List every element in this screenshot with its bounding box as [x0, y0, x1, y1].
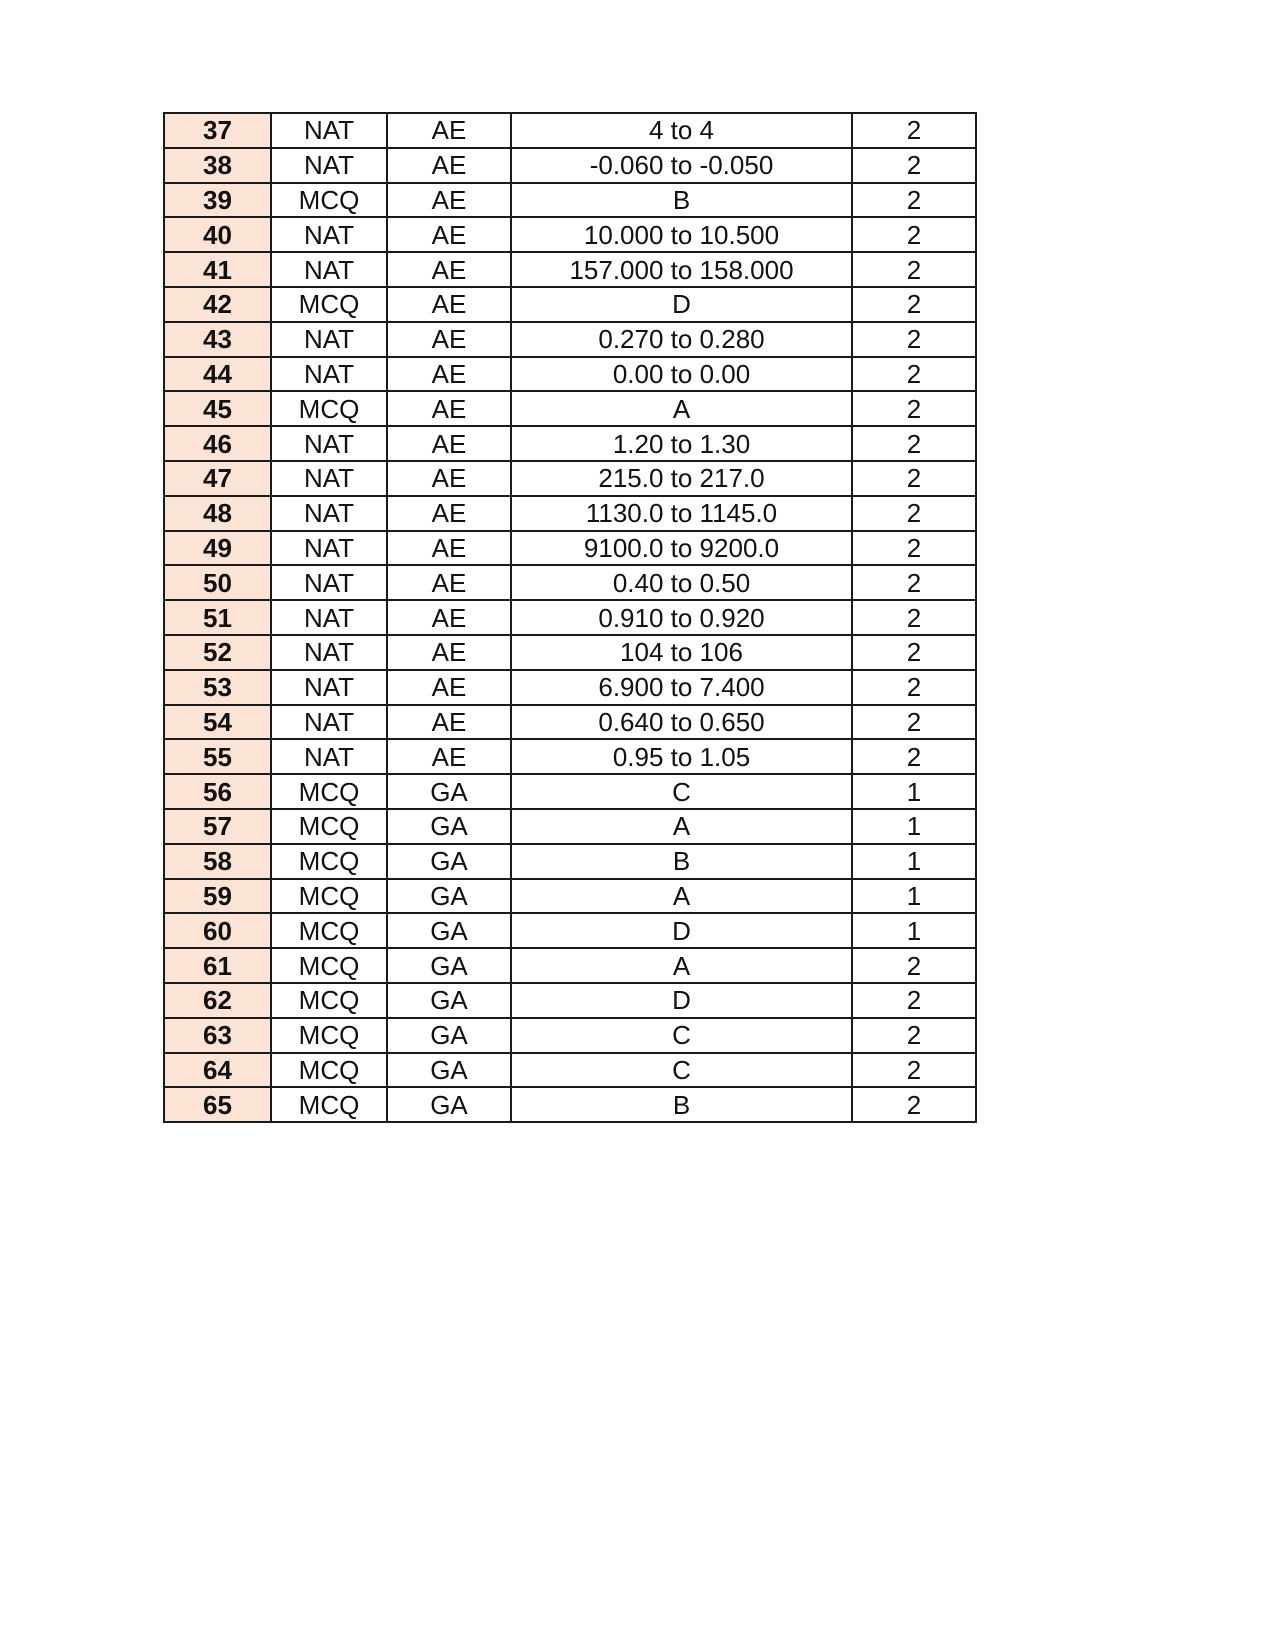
table-row: [164, 739, 976, 774]
question-type-cell: MCQ: [271, 983, 387, 1018]
answer-key-cell: 0.00 to 0.00: [511, 357, 852, 392]
section-cell: GA: [387, 1087, 511, 1122]
question-number-cell: 44: [164, 357, 271, 392]
marks-cell: 2: [852, 357, 976, 392]
marks-cell: 2: [852, 565, 976, 600]
question-number-cell: 42: [164, 287, 271, 322]
answer-key-cell: B: [511, 183, 852, 218]
question-number-cell: 45: [164, 391, 271, 426]
answer-key-body: [164, 113, 976, 1122]
section-cell: AE: [387, 531, 511, 566]
question-type-cell: NAT: [271, 252, 387, 287]
section-cell: AE: [387, 183, 511, 218]
question-type-cell: MCQ: [271, 1087, 387, 1122]
answer-key-cell: C: [511, 1053, 852, 1088]
question-number-cell: 49: [164, 531, 271, 566]
question-number-cell: 41: [164, 252, 271, 287]
marks-cell: 2: [852, 948, 976, 983]
question-type-cell: MCQ: [271, 1018, 387, 1053]
question-number-cell: 55: [164, 739, 271, 774]
answer-key-cell: 10.000 to 10.500: [511, 217, 852, 252]
section-cell: AE: [387, 670, 511, 705]
section-cell: AE: [387, 461, 511, 496]
question-type-cell: MCQ: [271, 287, 387, 322]
question-number-cell: 56: [164, 774, 271, 809]
table-row: [164, 879, 976, 914]
table-row: [164, 948, 976, 983]
answer-key-cell: 1130.0 to 1145.0: [511, 496, 852, 531]
table-row: [164, 913, 976, 948]
section-cell: GA: [387, 983, 511, 1018]
question-type-cell: NAT: [271, 426, 387, 461]
answer-key-cell: D: [511, 287, 852, 322]
section-cell: GA: [387, 844, 511, 879]
table-row: [164, 357, 976, 392]
question-type-cell: NAT: [271, 461, 387, 496]
section-cell: AE: [387, 635, 511, 670]
table-row: [164, 391, 976, 426]
section-cell: GA: [387, 1018, 511, 1053]
section-cell: GA: [387, 948, 511, 983]
section-cell: GA: [387, 913, 511, 948]
section-cell: AE: [387, 148, 511, 183]
question-type-cell: NAT: [271, 113, 387, 148]
question-number-cell: 54: [164, 705, 271, 740]
question-type-cell: NAT: [271, 739, 387, 774]
question-number-cell: 39: [164, 183, 271, 218]
question-type-cell: NAT: [271, 705, 387, 740]
answer-key-cell: 0.270 to 0.280: [511, 322, 852, 357]
table-row: [164, 600, 976, 635]
question-type-cell: NAT: [271, 600, 387, 635]
section-cell: AE: [387, 287, 511, 322]
table-row: [164, 426, 976, 461]
question-type-cell: NAT: [271, 635, 387, 670]
answer-key-cell: 0.95 to 1.05: [511, 739, 852, 774]
answer-key-cell: A: [511, 391, 852, 426]
marks-cell: 2: [852, 1087, 976, 1122]
marks-cell: 2: [852, 426, 976, 461]
table-row: [164, 705, 976, 740]
answer-key-cell: A: [511, 809, 852, 844]
marks-cell: 2: [852, 705, 976, 740]
question-number-cell: 60: [164, 913, 271, 948]
marks-cell: 1: [852, 913, 976, 948]
answer-key-table: [163, 112, 977, 1123]
question-type-cell: MCQ: [271, 948, 387, 983]
marks-cell: 2: [852, 217, 976, 252]
question-number-cell: 64: [164, 1053, 271, 1088]
marks-cell: 2: [852, 670, 976, 705]
question-type-cell: NAT: [271, 217, 387, 252]
answer-key-cell: C: [511, 774, 852, 809]
question-type-cell: MCQ: [271, 879, 387, 914]
answer-key-cell: A: [511, 948, 852, 983]
marks-cell: 2: [852, 113, 976, 148]
marks-cell: 2: [852, 252, 976, 287]
question-number-cell: 62: [164, 983, 271, 1018]
section-cell: GA: [387, 879, 511, 914]
marks-cell: 2: [852, 287, 976, 322]
marks-cell: 1: [852, 809, 976, 844]
question-number-cell: 59: [164, 879, 271, 914]
table-row: [164, 844, 976, 879]
answer-key-cell: D: [511, 913, 852, 948]
section-cell: AE: [387, 426, 511, 461]
answer-key-cell: B: [511, 844, 852, 879]
marks-cell: 2: [852, 1053, 976, 1088]
table-row: [164, 1053, 976, 1088]
question-number-cell: 51: [164, 600, 271, 635]
section-cell: AE: [387, 496, 511, 531]
answer-key-cell: 0.910 to 0.920: [511, 600, 852, 635]
answer-key-cell: 104 to 106: [511, 635, 852, 670]
marks-cell: 2: [852, 1018, 976, 1053]
question-number-cell: 57: [164, 809, 271, 844]
marks-cell: 2: [852, 148, 976, 183]
question-type-cell: NAT: [271, 357, 387, 392]
question-type-cell: NAT: [271, 531, 387, 566]
table-row: [164, 565, 976, 600]
table-row: [164, 809, 976, 844]
question-type-cell: MCQ: [271, 844, 387, 879]
marks-cell: 2: [852, 322, 976, 357]
marks-cell: 2: [852, 983, 976, 1018]
answer-key-cell: -0.060 to -0.050: [511, 148, 852, 183]
section-cell: AE: [387, 357, 511, 392]
table-row: [164, 670, 976, 705]
question-number-cell: 47: [164, 461, 271, 496]
answer-key-cell: 1.20 to 1.30: [511, 426, 852, 461]
question-number-cell: 37: [164, 113, 271, 148]
section-cell: AE: [387, 322, 511, 357]
question-type-cell: MCQ: [271, 774, 387, 809]
answer-key-cell: 6.900 to 7.400: [511, 670, 852, 705]
answer-key-cell: D: [511, 983, 852, 1018]
question-number-cell: 61: [164, 948, 271, 983]
answer-key-cell: 157.000 to 158.000: [511, 252, 852, 287]
answer-key-cell: 4 to 4: [511, 113, 852, 148]
section-cell: AE: [387, 739, 511, 774]
question-number-cell: 53: [164, 670, 271, 705]
section-cell: AE: [387, 217, 511, 252]
question-type-cell: NAT: [271, 670, 387, 705]
question-number-cell: 46: [164, 426, 271, 461]
question-number-cell: 65: [164, 1087, 271, 1122]
question-number-cell: 58: [164, 844, 271, 879]
question-number-cell: 63: [164, 1018, 271, 1053]
marks-cell: 2: [852, 496, 976, 531]
question-number-cell: 50: [164, 565, 271, 600]
marks-cell: 1: [852, 774, 976, 809]
marks-cell: 2: [852, 461, 976, 496]
marks-cell: 2: [852, 739, 976, 774]
answer-key-cell: 0.640 to 0.650: [511, 705, 852, 740]
question-type-cell: MCQ: [271, 183, 387, 218]
table-row: [164, 252, 976, 287]
section-cell: GA: [387, 809, 511, 844]
question-type-cell: NAT: [271, 496, 387, 531]
table-row: [164, 113, 976, 148]
question-type-cell: MCQ: [271, 1053, 387, 1088]
answer-key-cell: C: [511, 1018, 852, 1053]
marks-cell: 1: [852, 844, 976, 879]
section-cell: AE: [387, 565, 511, 600]
table-row: [164, 1018, 976, 1053]
question-number-cell: 52: [164, 635, 271, 670]
table-row: [164, 183, 976, 218]
marks-cell: 2: [852, 635, 976, 670]
answer-key-cell: A: [511, 879, 852, 914]
question-type-cell: NAT: [271, 565, 387, 600]
question-type-cell: NAT: [271, 148, 387, 183]
question-number-cell: 40: [164, 217, 271, 252]
marks-cell: 2: [852, 391, 976, 426]
question-type-cell: NAT: [271, 322, 387, 357]
table-row: [164, 217, 976, 252]
section-cell: AE: [387, 705, 511, 740]
question-number-cell: 48: [164, 496, 271, 531]
section-cell: GA: [387, 1053, 511, 1088]
question-number-cell: 43: [164, 322, 271, 357]
table-row: [164, 461, 976, 496]
marks-cell: 2: [852, 600, 976, 635]
table-row: [164, 774, 976, 809]
question-type-cell: MCQ: [271, 809, 387, 844]
section-cell: AE: [387, 391, 511, 426]
table-row: [164, 148, 976, 183]
marks-cell: 1: [852, 879, 976, 914]
question-type-cell: MCQ: [271, 391, 387, 426]
section-cell: AE: [387, 600, 511, 635]
marks-cell: 2: [852, 531, 976, 566]
question-number-cell: 38: [164, 148, 271, 183]
question-type-cell: MCQ: [271, 913, 387, 948]
section-cell: AE: [387, 113, 511, 148]
answer-key-cell: B: [511, 1087, 852, 1122]
table-row: [164, 496, 976, 531]
table-row: [164, 322, 976, 357]
section-cell: GA: [387, 774, 511, 809]
table-row: [164, 983, 976, 1018]
table-row: [164, 287, 976, 322]
table-row: [164, 1087, 976, 1122]
table-row: [164, 531, 976, 566]
answer-key-cell: 215.0 to 217.0: [511, 461, 852, 496]
section-cell: AE: [387, 252, 511, 287]
answer-key-cell: 9100.0 to 9200.0: [511, 531, 852, 566]
table-row: [164, 635, 976, 670]
marks-cell: 2: [852, 183, 976, 218]
answer-key-cell: 0.40 to 0.50: [511, 565, 852, 600]
